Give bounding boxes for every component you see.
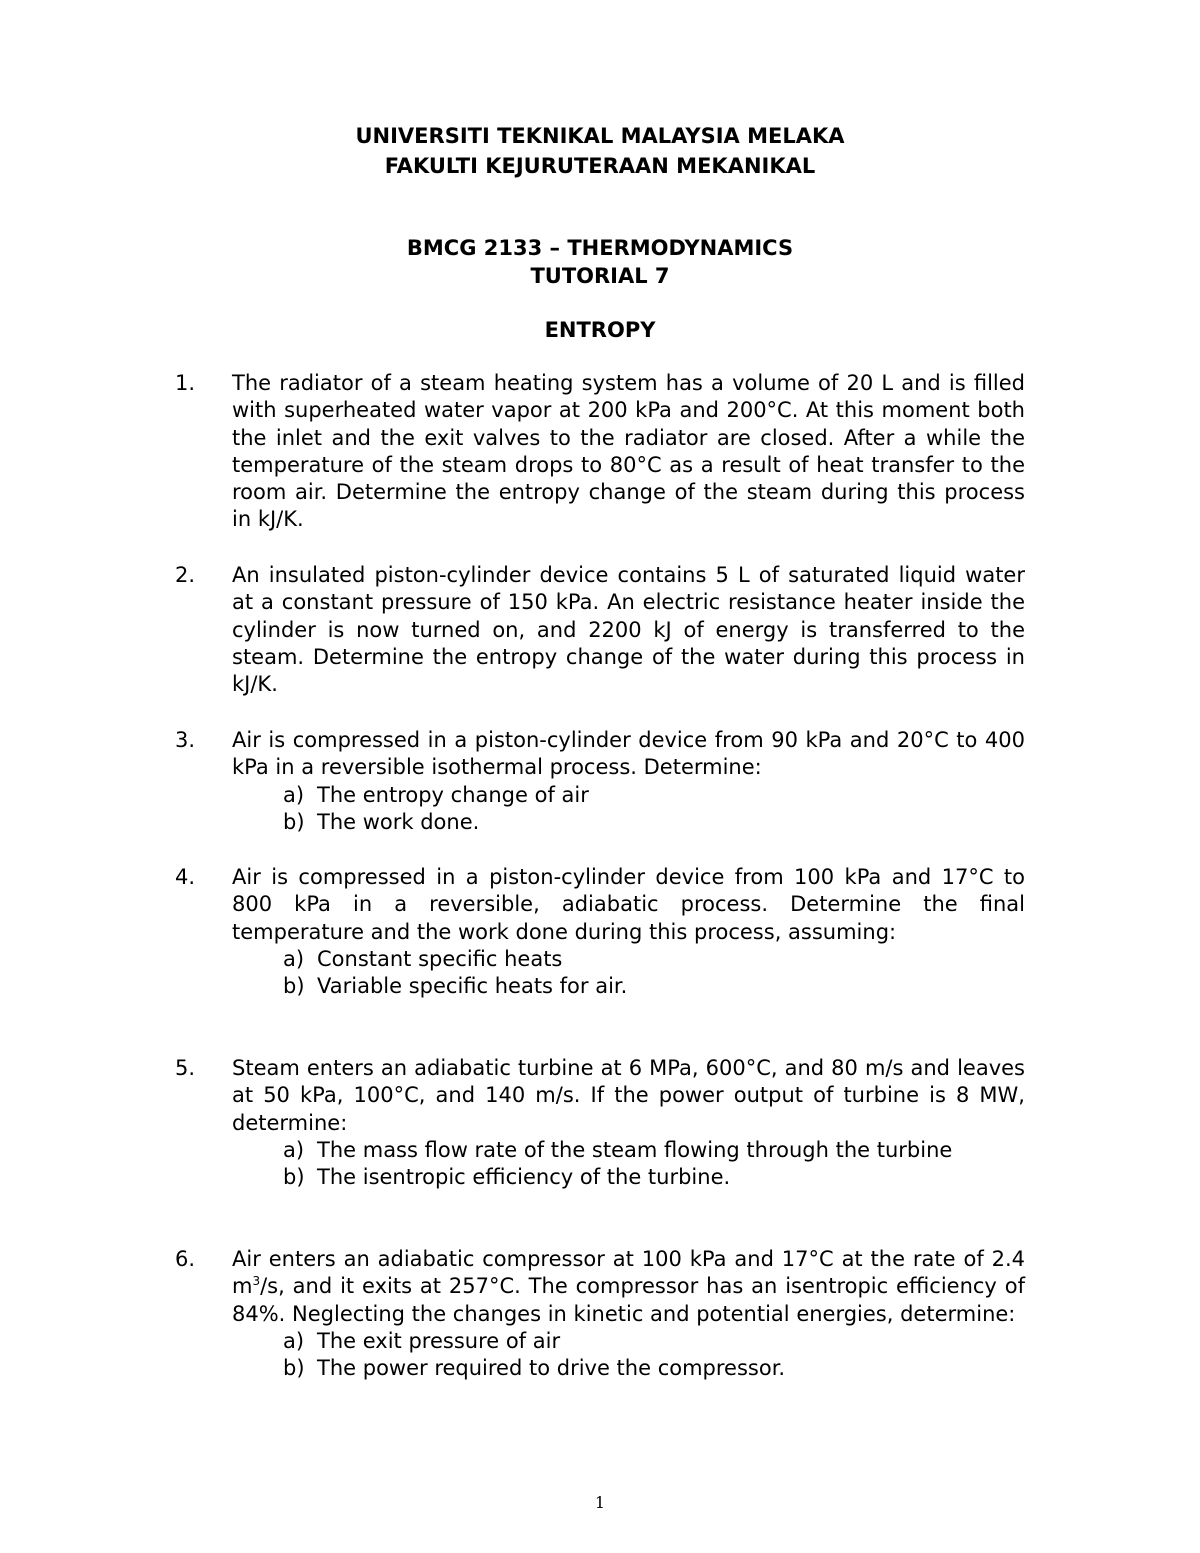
course-title: BMCG 2133 – THERMODYNAMICS — [406, 236, 794, 260]
part-text: The exit pressure of air — [317, 1328, 561, 1353]
superscript: 3 — [252, 1274, 261, 1289]
question-number: 5. — [175, 1056, 196, 1080]
part-label: b) — [283, 1356, 305, 1381]
question-parts — [283, 1137, 1025, 1192]
part-label: a) — [283, 1137, 305, 1162]
part-label: b) — [283, 809, 305, 834]
question-text: Air is compressed in a piston-cylinder device from 100 kPa and 17°C to 800 kPa in a reversible, adiabatic process. Determine the final temperature and the work done during this process, assuming: — [232, 865, 1025, 944]
question-parts — [283, 782, 1025, 837]
question-text: Steam enters an adiabatic turbine at 6 MPa, 600°C, and 80 m/s and leaves at 50 kPa, 100°C, and 140 m/s. If the power output of turbine is 8 MW, determine: — [232, 1056, 1025, 1135]
question-2 — [175, 562, 1025, 698]
part-text: The work done. — [317, 809, 480, 834]
text-before-superscript: Air enters an adiabatic compressor at 100 kPa and 17°C at the rate of 2.4 m — [232, 1247, 1025, 1299]
part-label: b) — [283, 1165, 305, 1190]
question-text — [232, 1246, 1025, 1328]
question-1 — [175, 370, 1025, 534]
question-number: 2. — [175, 563, 196, 587]
page-number: 1 — [594, 1493, 606, 1512]
question-parts — [283, 946, 1025, 1001]
question-part — [283, 1164, 1025, 1191]
question-part — [283, 973, 1025, 1000]
question-6 — [175, 1246, 1025, 1382]
question-number: 1. — [175, 371, 196, 395]
question-4 — [175, 864, 1025, 1000]
question-parts — [283, 1328, 1025, 1383]
question-part — [283, 809, 1025, 836]
topic-title: ENTROPY — [544, 318, 656, 342]
question-text: Air is compressed in a piston-cylinder device from 90 kPa and 20°C to 400 kPa in a reversible isothermal process. Determine: — [232, 728, 1025, 780]
question-text: An insulated piston-cylinder device contains 5 L of saturated liquid water at a constant pressure of 150 kPa. An electric resistance heater inside the cylinder is now turned on, and 2200 kJ of energy is transferred to the steam. Determine the entropy change of the water during this process in kJ/K. — [232, 563, 1025, 697]
question-number: 4. — [175, 865, 196, 889]
part-text: The isentropic efficiency of the turbine. — [317, 1165, 731, 1190]
faculty-title: FAKULTI KEJURUTERAAN MEKANIKAL — [384, 154, 816, 178]
part-text: The entropy change of air — [317, 782, 589, 807]
text-after-superscript: /s, and it exits at 257°C. The compressor has an isentropic efficiency of 84%. Neglecting the changes in kinetic and potential energies, determine: — [232, 1274, 1025, 1326]
question-part — [283, 946, 1025, 973]
question-5 — [175, 1055, 1025, 1191]
question-part — [283, 1137, 1025, 1164]
part-text: The mass flow rate of the steam flowing through the turbine — [317, 1137, 953, 1162]
question-part — [283, 1328, 1025, 1355]
part-text: The power required to drive the compressor. — [317, 1356, 786, 1381]
part-label: b) — [283, 974, 305, 999]
university-title: UNIVERSITI TEKNIKAL MALAYSIA MELAKA — [355, 124, 845, 148]
question-part — [283, 782, 1025, 809]
question-part — [283, 1355, 1025, 1382]
question-number: 6. — [175, 1247, 196, 1271]
question-text: The radiator of a steam heating system has a volume of 20 L and is filled with superheated water vapor at 200 kPa and 200°C. At this moment both the inlet and the exit valves to the radiator are closed. After a while the temperature of the steam drops to 80°C as a result of heat transfer to the room air. Determine the entropy change of the steam during this process in kJ/K. — [232, 371, 1025, 532]
part-text: Variable specific heats for air. — [317, 974, 628, 999]
question-number: 3. — [175, 728, 196, 752]
part-label: a) — [283, 1328, 305, 1353]
part-text: Constant specific heats — [317, 946, 563, 971]
question-3 — [175, 727, 1025, 836]
part-label: a) — [283, 782, 305, 807]
tutorial-title: TUTORIAL 7 — [530, 264, 670, 288]
part-label: a) — [283, 946, 305, 971]
